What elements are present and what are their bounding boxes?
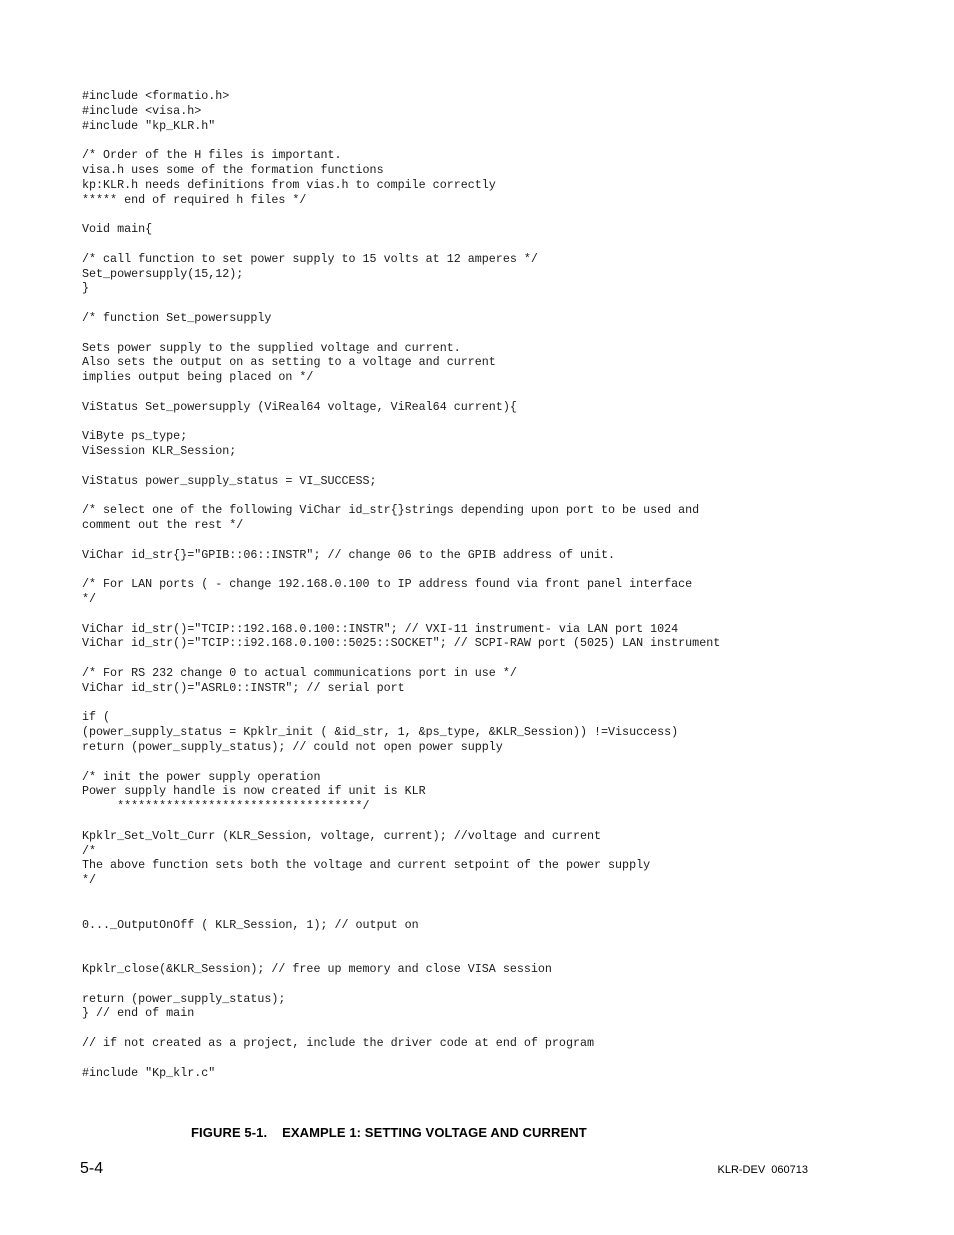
code-line: #include <formatio.h>	[82, 89, 230, 103]
code-line: ViChar id_str{}="GPIB::06::INSTR"; // change 06 to the GPIB address of unit.	[82, 547, 616, 562]
code-line	[82, 888, 842, 903]
code-line	[82, 1051, 842, 1066]
code-line: /* call function to set power supply to 15 volts at 12 amperes */	[82, 251, 538, 266]
code-line: ViByte ps_type;	[82, 429, 188, 444]
code-line: Kpklr_Set_Volt_Curr (KLR_Session, voltage, current); //voltage and current	[82, 828, 602, 843]
code-line	[82, 947, 842, 962]
code-line: #include <visa.h>	[82, 103, 202, 118]
code-line: (power_supply_status = Kpklr_init ( &id_str, 1, &ps_type, &KLR_Session)) !=Visuccess)	[82, 725, 679, 740]
code-line: return (power_supply_status); // could not open power supply	[82, 740, 503, 755]
code-line	[82, 296, 842, 311]
code-line	[82, 563, 842, 578]
code-line	[82, 385, 842, 400]
code-line: Also sets the output on as setting to a voltage and current	[82, 355, 496, 370]
code-line: #include "Kp_klr.c"	[82, 1065, 216, 1080]
code-line: /* select one of the following ViChar id_str{}strings depending upon port to be used and	[82, 503, 700, 518]
code-line: }	[82, 281, 90, 296]
code-line: return (power_supply_status);	[82, 991, 286, 1006]
code-line	[82, 459, 842, 474]
code-line	[82, 133, 842, 148]
code-line: /* init the power supply operation	[82, 769, 321, 784]
code-line: Power supply handle is now created if unit is KLR	[82, 784, 426, 799]
code-line	[82, 533, 842, 548]
code-line: /* For RS 232 change 0 to actual communications port in use */	[82, 666, 517, 681]
code-line: /*	[82, 843, 97, 858]
code-line: ViSession KLR_Session;	[82, 444, 237, 459]
code-line: Kpklr_close(&KLR_Session); // free up memory and close VISA session	[82, 962, 552, 977]
code-line	[82, 651, 842, 666]
code-line: ViStatus power_supply_status = VI_SUCCESS;	[82, 473, 377, 488]
code-line: } // end of main	[82, 1006, 195, 1021]
code-line	[82, 1021, 842, 1036]
code-line	[82, 415, 842, 430]
code-listing	[82, 89, 842, 1080]
code-line: if (	[82, 710, 111, 725]
code-line	[82, 932, 842, 947]
code-line: visa.h uses some of the formation functions	[82, 162, 384, 177]
code-line: comment out the rest */	[82, 518, 244, 533]
code-line: ViChar id_str()="TCIP::192.168.0.100::INSTR"; // VXI-11 instrument- via LAN port 1024	[82, 621, 679, 636]
code-line	[82, 607, 842, 622]
document-id: KLR-DEV 060713	[717, 1164, 808, 1176]
code-line	[82, 903, 842, 918]
code-line	[82, 237, 842, 252]
code-line: 0..._OutputOnOff ( KLR_Session, 1); // output on	[82, 917, 419, 932]
code-line: /* Order of the H files is important.	[82, 148, 342, 163]
code-line	[82, 489, 842, 504]
code-line: implies output being placed on */	[82, 370, 314, 385]
code-line: /* For LAN ports ( - change 192.168.0.100 to IP address found via front panel interface	[82, 577, 693, 592]
code-line	[82, 326, 842, 341]
code-line: Sets power supply to the supplied voltage and current.	[82, 340, 461, 355]
code-line: */	[82, 873, 97, 888]
code-line: ViChar id_str()="TCIP::i92.168.0.100::5025::SOCKET"; // SCPI-RAW port (5025) LAN instrument	[82, 636, 721, 651]
code-line: kp:KLR.h needs definitions from vias.h to compile correctly	[82, 177, 496, 192]
code-line: The above function sets both the voltage and current setpoint of the power supply	[82, 858, 651, 873]
code-line: #include "kp_KLR.h"	[82, 118, 216, 133]
code-line	[82, 207, 842, 222]
code-line: ***********************************/	[82, 799, 370, 814]
code-line	[82, 755, 842, 770]
code-line	[82, 696, 842, 711]
code-line	[82, 977, 842, 992]
code-line: ViStatus Set_powersupply (ViReal64 voltage, ViReal64 current){	[82, 399, 517, 414]
code-line: ***** end of required h files */	[82, 192, 307, 207]
code-line: Void main{	[82, 222, 153, 237]
page-number: 5-4	[80, 1160, 104, 1177]
code-line: Set_powersupply(15,12);	[82, 266, 244, 281]
code-line: /* function Set_powersupply	[82, 310, 272, 325]
code-line: // if not created as a project, include the driver code at end of program	[82, 1036, 594, 1050]
code-line	[82, 814, 842, 829]
code-line: ViChar id_str()="ASRL0::INSTR"; // serial port	[82, 680, 405, 695]
code-line: */	[82, 592, 97, 607]
figure-caption: FIGURE 5-1. EXAMPLE 1: SETTING VOLTAGE AND CURRENT	[191, 1125, 587, 1140]
